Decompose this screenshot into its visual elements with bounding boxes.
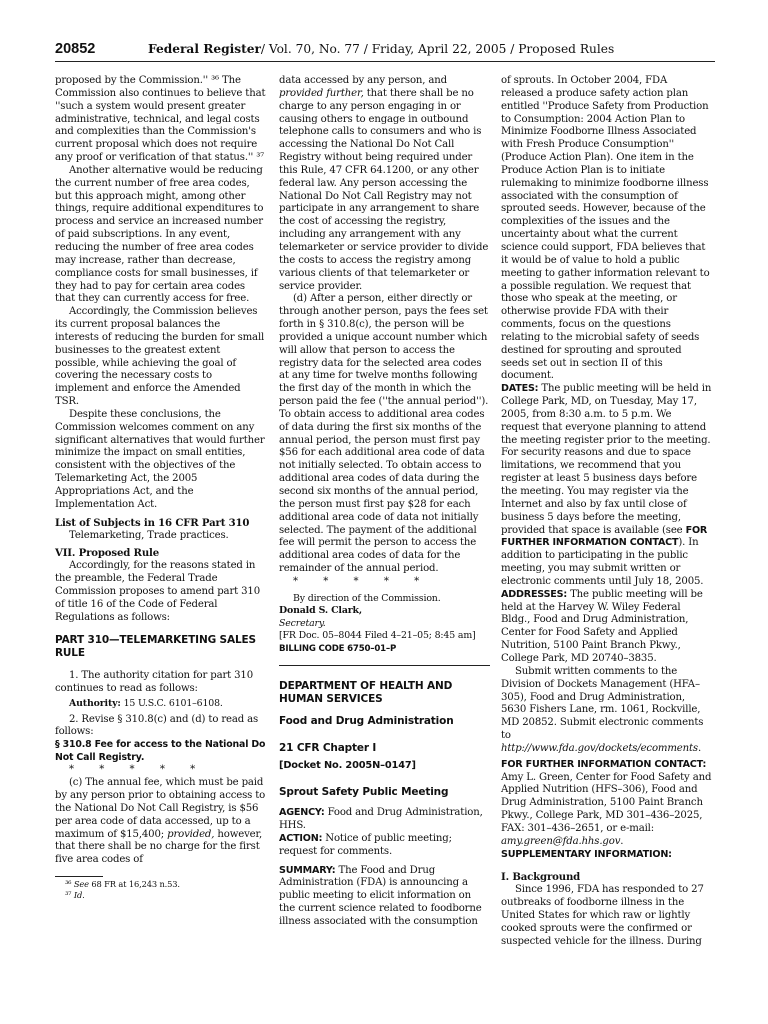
summary-line	[279, 865, 490, 929]
field-label: ACTION:	[279, 832, 323, 844]
contact-paragraph	[501, 772, 712, 849]
text-run: however, that there shall be no charge for the first five area codes of	[55, 828, 263, 866]
footnote-rule	[55, 876, 103, 877]
authority-citation	[55, 698, 266, 711]
emphasis: provided further,	[279, 87, 364, 99]
emphasis: See	[73, 879, 89, 890]
cross-reference: FOR FURTHER INFORMATION CONTACT	[501, 524, 708, 549]
paragraph: Since 1996, FDA has responded to 27 outbreaks of foodborne illness in the United States for which raw or lightly cooked sprouts were the confirmed or suspected vehicle for the illness. During	[501, 884, 704, 947]
text-run: .	[620, 835, 624, 847]
action-line	[279, 833, 490, 859]
field-label: DATES:	[501, 383, 539, 395]
supplementary-heading: SUPPLEMENTARY INFORMATION:	[501, 848, 672, 860]
paragraph	[279, 75, 490, 293]
paragraph: Despite these conclusions, the Commission welcomes comment on any significant alternatives that would further minimize the impact on small entities, consistent with the objectives of the Telemarketing Act, the 2005 Appropriations Act, and the Implementation Act.	[55, 408, 265, 510]
paragraph: Another alternative would be reducing the current number of free area codes, but this approach might, among other things, require additional expenditures to process and service an increased number of paid subscriptions. In any event, reducing the number of free area codes may increase, rather than decrease, compliance costs for small businesses, if they had to pay for certain area codes that they can currently access for free.	[55, 164, 264, 305]
text-run: (c) The annual fee, which must be paid by any person prior to obtaining access to the National Do Not Call Registry, is $56 per area code of data accessed, up to a maximum of $15,400;	[55, 777, 266, 840]
field-label: SUMMARY:	[279, 864, 336, 876]
footnote-mark: ³⁷	[65, 890, 72, 901]
section-heading: VII. Proposed Rule	[55, 547, 160, 560]
email-link[interactable]: amy.green@fda.hhs.gov	[501, 835, 621, 847]
column-2	[279, 75, 490, 929]
emphasis: Id.	[73, 890, 85, 901]
footnote-text: 68 FR at 16,243 n.53.	[91, 879, 180, 890]
issue-details: / Vol. 70, No. 77 / Friday, April 22, 2005 / Proposed Rules	[260, 42, 615, 56]
department-heading: DEPARTMENT OF HEALTH AND HUMAN SERVICES	[279, 679, 453, 705]
comments-url-link[interactable]: http://www.fda.gov/dockets/ecomments	[501, 742, 698, 754]
background-heading: I. Background	[501, 871, 581, 884]
paragraph: of sprouts. In October 2004, FDA released a produce safety action plan entitled ''Produce Safety from Production to Consumption: 2004 Action Plan to Minimize Foodborne Illness Associated with Fresh Produce Consumption'' (Produce Action Plan). One item in the Produce Action Plan is to initiate rulemaking to minimize foodborne illness associated with the consumption of sprouted seeds. However, because of the complexities of the issues and the uncertainty about what the current science could support, FDA believes that it would be of value to hold a public meeting to gather information relevant to a possible regulation. We request that those who speak at the meeting, or otherwise provide FDA with their comments, focus on the questions relating to the microbial safety of seeds destined for sprouting and sprouted seeds set out in section II of this document.	[501, 75, 710, 382]
text-run: .	[697, 742, 702, 754]
running-head	[148, 42, 614, 56]
paragraph	[55, 777, 266, 867]
text-run: that there shall be no charge to any person engaging in or causing others to engage in outbound telephone calls to consumers and who is accessing the National Do Not Call Registry without being required under this Rule, 47 CFR 64.1200, or any other federal law. Any person accessing the National Do Not Call Registry may not participate in any arrangement to share the cost of accessing the registry, including any arrangement with any telemarketer or service provider to divide the costs to access the registry among various clients of that telemarketer or service provider.	[279, 87, 489, 292]
agency-heading: Food and Drug Administration	[279, 714, 454, 727]
column-3	[501, 75, 712, 949]
field-text: The Food and Drug Administration (FDA) is announcing a public meeting to elicit information on the current science related to foodborne illness associated with the consumption	[279, 864, 482, 927]
paragraph	[501, 666, 712, 756]
fr-doc-line: [FR Doc. 05–8044 Filed 4–21–05; 8:45 am]	[279, 630, 476, 642]
part-heading: PART 310—TELEMARKETING SALES RULE	[55, 634, 256, 660]
ellipsis-stars: * * * * *	[69, 764, 207, 776]
billing-code: BILLING CODE 6750–01–P	[279, 643, 397, 654]
direction-line: By direction of the Commission.	[293, 592, 441, 604]
page-header	[55, 37, 715, 62]
authority-text: 15 U.S.C. 6101–6108.	[123, 698, 223, 710]
subjects-heading: List of Subjects in 16 CFR Part 310	[55, 516, 250, 529]
subjects-list: Telemarketing, Trade practices.	[69, 529, 229, 541]
signer-title: Secretary.	[279, 617, 326, 629]
field-label: AGENCY:	[279, 807, 325, 819]
field-text: The public meeting will be held at the Harvey W. Wiley Federal Bldg., Food and Drug Administration, Center for Food Safety and Applied Nutrition, 5100 Paint Branch Pkwy., College Park, MD 20740–3835.	[501, 588, 703, 664]
authority-label: Authority:	[69, 698, 121, 710]
footnote-37	[55, 890, 266, 901]
field-text: Notice of public meeting; request for comments.	[279, 832, 452, 857]
section-rule	[279, 665, 490, 666]
paragraph: 2. Revise § 310.8(c) and (d) to read as follows:	[55, 713, 259, 738]
footnote-mark: ³⁶	[65, 879, 72, 890]
regulation-section-heading: § 310.8 Fee for access to the National Do Not Call Registry.	[55, 739, 266, 763]
notice-title: Sprout Safety Public Meeting	[279, 786, 449, 799]
text-run: Submit written comments to the Division of Dockets Management (HFA–305), Food and Drug Administration, 5630 Fishers Lane, rm. 1061, Rockville, MD 20852. Submit electronic comments to	[501, 665, 704, 742]
cfr-heading: 21 CFR Chapter I	[279, 741, 377, 754]
paragraph: Accordingly, for the reasons stated in the preamble, the Federal Trade Commission proposes to amend part 310 of title 16 of the Code of Federal Regulations as follows:	[55, 560, 260, 623]
field-text: ). In addition to participating in the public meeting, you may submit written or electronic comments until July 18, 2005.	[501, 537, 704, 587]
dates-paragraph	[501, 383, 712, 589]
text-run: data accessed by any person, and	[279, 75, 448, 86]
field-text: The public meeting will be held in College Park, MD, on Tuesday, May 17, 2005, from 8:30 a.m. to 5 p.m. We request that everyone planning to attend the meeting register prior to the meeting. For security reasons and due to space limitations, we recommend that you register at least 5 business days before the meeting. You may register via the Internet and also by fax until close of business 5 days before the meeting, provided that space is available (see	[501, 383, 712, 536]
agency-line	[279, 807, 490, 833]
paragraph: (d) After a person, either directly or through another person, pays the fees set forth in § 310.8(c), the person will be provided a unique account number which will allow that person to access the registry data for the selected area codes at any time for twelve months following the first day of the month in which the person paid the fee (''the annual period''). To obtain access to additional area codes of data during the first six months of the annual period, the person must first pay $56 for each additional area code of data not initially selected. To obtain access to additional area codes of data during the second six months of the annual period, the person must first pay $28 for each additional area code of data not initially selected. The payment of the additional fee will permit the person to access the additional area codes of data for the remainder of the annual period.	[279, 293, 489, 575]
signer-name: Donald S. Clark,	[279, 605, 363, 617]
footnote-36	[55, 879, 266, 890]
paragraph: Accordingly, the Commission believes its current proposal balances the interests of reducing the burden for small businesses to the greatest extent possible, while achieving the goal of covering the necessary costs to implement and enforce the Amended TSR.	[55, 306, 265, 408]
field-text: Food and Drug Administration, HHS.	[279, 807, 483, 832]
ellipsis-stars: * * * * *	[293, 575, 431, 587]
publication-name: Federal Register	[148, 42, 261, 56]
field-text: Amy L. Green, Center for Food Safety and Applied Nutrition (HFS–306), Food and Drug Administration, 5100 Paint Branch Pkwy., College Park, MD 301–436–2025, FAX: 301–436–2651, or e-mail:	[501, 771, 712, 834]
paragraph: 1. The authority citation for part 310 continues to read as follows:	[55, 670, 254, 695]
emphasis: provided,	[167, 828, 215, 840]
addresses-paragraph	[501, 589, 712, 666]
contact-heading: FOR FURTHER INFORMATION CONTACT:	[501, 758, 707, 770]
docket-number: [Docket No. 2005N–0147]	[279, 759, 416, 771]
column-1	[55, 75, 266, 901]
paragraph: proposed by the Commission.'' ³⁶ The Commission also continues to believe that ''such a system would present greater administrative, technical, and legal costs and complexities than the Commission's current proposal which does not require any proof or verification of that status.'' ³⁷	[55, 75, 266, 164]
field-label: ADDRESSES:	[501, 588, 567, 600]
page-number: 20852	[55, 41, 96, 57]
